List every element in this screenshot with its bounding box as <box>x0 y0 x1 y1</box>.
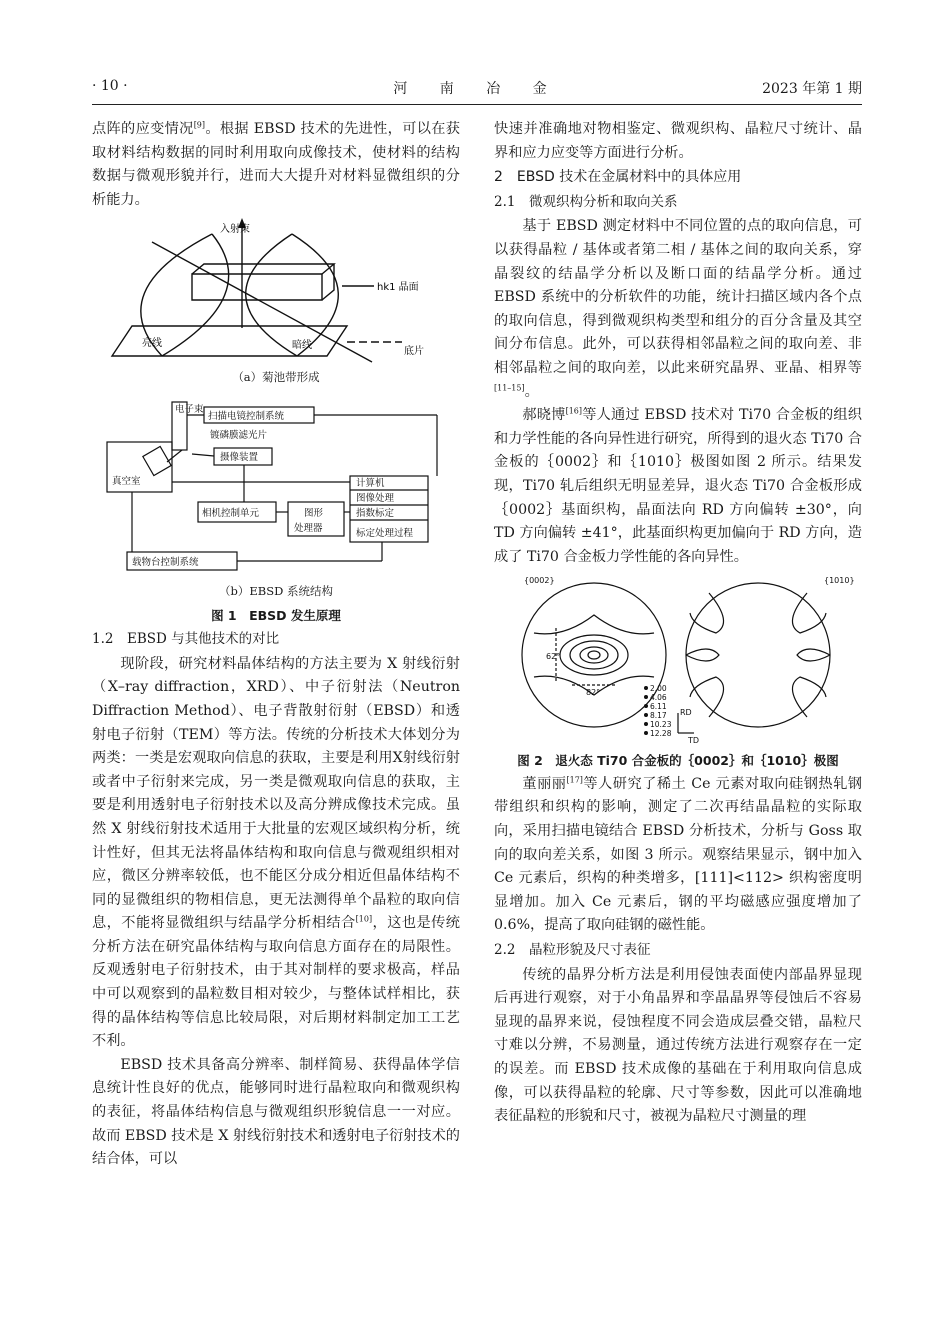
figure-1a-caption: （a）菊池带形成 <box>232 370 320 385</box>
text: 董丽丽 <box>522 775 567 792</box>
issue-label: 2023 年第 1 期 <box>762 81 862 97</box>
contour <box>690 677 724 717</box>
plane-label: hk1 晶面 <box>377 282 419 294</box>
paragraph <box>92 118 460 212</box>
text: 基于 EBSD 测定材料中不同位置的点的取向信息，可以获得晶粒 / 基体或者第二相 / 基体之间的取向关系，穿晶裂纹的结晶学分析以及断口面的结晶学分析。通过 EBSD 系统中的分析软件的功能，统计扫描区域内各个点的取向信息，得到微观织构类型和组分的百分含量及其空间分布信息。此外，可以获得相邻晶粒之间的取向差、非相邻晶粒之间的取向差，以此来研究晶界、亚晶、相界等 <box>494 218 862 376</box>
figure-1b-system-diagram <box>92 392 460 580</box>
section-2-1-heading: 2.1 微观织构分析和取向关系 <box>494 193 678 210</box>
label: 相机控制单元 <box>202 507 260 519</box>
left-column <box>92 118 460 1172</box>
label: 指数标定 <box>356 507 395 519</box>
text: 郝晓博 <box>522 407 566 424</box>
legend-dot <box>644 704 648 708</box>
right-cone-arc <box>246 234 297 356</box>
paragraph <box>494 773 862 938</box>
citation[interactable]: [10] <box>355 914 373 924</box>
legend-value: 4.06 <box>650 693 667 703</box>
citation[interactable]: [17] <box>566 775 583 785</box>
text: 点阵的应变情况 <box>92 121 194 137</box>
legend <box>644 684 672 738</box>
paragraph <box>92 653 460 1054</box>
detector-shape <box>143 446 171 475</box>
paragraph <box>494 404 862 569</box>
contour <box>686 649 719 661</box>
section-1-2-heading: 1.2 EBSD 与其他技术的对比 <box>92 631 280 648</box>
label-1010: {1010} <box>824 576 855 586</box>
contour <box>690 593 724 633</box>
label: 载物台控制系统 <box>132 556 199 568</box>
film-label: 底片 <box>404 346 424 358</box>
figure-1-caption: 图 1 EBSD 发生原理 <box>211 607 341 623</box>
right-cone-arc <box>292 234 338 356</box>
label: 镀磷膜滤光片 <box>210 429 268 441</box>
legend-dot <box>644 686 648 690</box>
crystal-plane-front <box>192 274 322 300</box>
contour <box>797 649 830 661</box>
header-rule <box>92 104 862 105</box>
journal-title: 河 南 冶 金 <box>393 81 561 97</box>
running-header <box>92 78 862 100</box>
legend-dot <box>644 731 648 735</box>
paragraph: 快速并准确地对物相鉴定、微观织构、晶粒尺寸统计、晶界和应力应变等方面进行分析。 <box>494 121 862 161</box>
diffracted-ray <box>152 242 372 362</box>
contour <box>792 677 826 717</box>
citation[interactable]: [11–15] <box>494 382 525 392</box>
section-2-heading: 2 EBSD 技术在金属材料中的具体应用 <box>494 169 742 186</box>
text: ，这也是传统分析方法在研究晶体结构与取向信息方面存在的局限性。反观透射电子衍射技术，由于其对制样的要求极高，样品中可以观察到的晶粒数目相对较少，与整体试样相比，获得的晶体结构等信息比较局限，对后期材料制定加工工艺不利。 <box>92 915 460 1050</box>
legend-value: 6.11 <box>650 702 667 712</box>
legend-value: 2.00 <box>650 684 667 694</box>
label: 电子束 <box>175 403 204 415</box>
pole-figure-circle-1010 <box>686 583 830 727</box>
legend-value: 10.23 <box>650 720 672 730</box>
citation[interactable]: [9] <box>193 120 206 130</box>
section-2-2-heading: 2.2 晶粒形貌及尺寸表征 <box>494 942 651 959</box>
incident-beam-label: 入射束 <box>220 224 250 236</box>
label: 扫描电镜控制系统 <box>208 410 285 422</box>
figure-2-pole-figures <box>494 573 862 749</box>
label: 摄像装置 <box>220 451 259 463</box>
figure-2-caption: 图 2 退火态 Ti70 合金板的｛0002｝和｛1010｝极图 <box>517 753 839 769</box>
connector <box>192 454 214 456</box>
page-number: · 10 · <box>92 78 128 94</box>
legend-value: 8.17 <box>650 711 667 721</box>
citation[interactable]: [16] <box>565 406 583 416</box>
legend-value: 12.28 <box>650 729 672 739</box>
text: 现阶段，研究材料晶体结构的方法主要为 X 射线衍射（X–ray diffraction，XRD）、中子衍射法（Neutron Diffraction Method）、电子背散射衍射（EBSD）和透射电子衍射（TEM）等方法。传统的分析技术大体划分为两类：一类是宏观取向信息的获取，主要是利用X射线衍射或者中子衍射来完成，另一类是微观取向信息的获取，主要是利用透射电子衍射技术以及高分辨成像技术完成。虽然 X 射线衍射技术适用于大批量的宏观区域织构分析，统计性好，但其无法将晶体结构和取向信息与微观组织相对应，微区分辨率较低，也不能区分成分相近但晶体结构不同的显微组织的物相信息，更无法测得单个晶粒的取向信息，不能将显微组织与结晶学分析相结合 <box>92 655 460 932</box>
label: 图形 <box>304 507 324 519</box>
label-0002: {0002} <box>524 576 555 586</box>
contour <box>570 641 618 669</box>
legend-dot <box>644 695 648 699</box>
crystal-plane-top <box>192 264 334 274</box>
text: 。根据 EBSD 技术的先进性，可以在获取材料结构数据的同时利用取向成像技术，使材料的结构数据与微观形貌并行，进而大大提升对材料显微组织的分析能力。 <box>92 121 460 208</box>
text: 等人通过 EBSD 技术对 Ti70 合金板的组织和力学性能的各向异性进行研究，所得到的退火态 Ti70 合金板的｛0002｝和｛1010｝极图如图 2 所示。结果发现，Ti70 轧后组织无明显差异，退火态 Ti70 合金板形成｛0002｝基面织构，晶面法向 RD 方向偏转 ±30°，向 TD 方向偏转 ±41°，此基面织构更加偏向于 RD 方向，造成了 Ti70 合金板力学性能的各向异性。 <box>494 407 862 565</box>
contour <box>588 651 600 659</box>
figure-1b-caption: （b）EBSD 系统结构 <box>219 583 333 598</box>
label: 标定处理过程 <box>356 527 414 539</box>
td-label: TD <box>688 736 700 746</box>
figure-1a-kikuchi-diagram <box>92 216 460 366</box>
angle-62: 62° <box>546 652 561 662</box>
bright-line-label: 亮线 <box>142 338 162 350</box>
connector <box>167 450 182 462</box>
paragraph: 传统的晶界分析方法是利用侵蚀表面使内部晶界显现后再进行观察，对于小角晶界和孪晶晶界等侵蚀后不容易显现的晶界来说，侵蚀程度不同会造成层叠交错，晶粒尺寸难以分辨，不易测量，通过传统方法进行观察存在一定的误差。而 EBSD 技术成像的基础在于利用取向信息成像，可以获得晶粒的轮廓、尺寸等参数，因此可以准确地表征晶粒的形貌和尺寸，被视为晶粒尺寸测量的理 <box>494 966 862 1125</box>
contour <box>534 615 654 634</box>
paragraph: EBSD 技术具备高分辨率、制样简易、获得晶体学信息统计性良好的优点，能够同时进行晶粒取向和微观织构的表征，将晶体结构信息与微观组织形貌信息一一对应。故而 EBSD 技术是 X 射线衍射技术和透射电子衍射技术的结合体，可以 <box>92 1056 460 1168</box>
label: 计算机 <box>356 477 385 489</box>
text: 。 <box>524 383 539 400</box>
legend-dot <box>644 713 648 717</box>
paragraph <box>494 215 862 404</box>
contour <box>792 593 826 633</box>
rd-label: RD <box>680 708 692 718</box>
label: 处理器 <box>294 522 323 534</box>
angle-82: 82° <box>586 688 601 698</box>
legend-dot <box>644 722 648 726</box>
right-column <box>494 118 862 1129</box>
dark-line-label: 暗线 <box>292 340 312 352</box>
contour <box>580 647 608 663</box>
label: 真空室 <box>112 475 141 487</box>
label: 图像处理 <box>356 492 395 504</box>
text: 等人研究了稀土 Ce 元素对取向硅钢热轧钢带组织和织构的影响，测定了二次再结晶晶粒的实际取向，采用扫描电镜结合 EBSD 分析技术，分析与 Goss 取向的取向差关系，如图 3 所示。观察结果显示，钢中加入 Ce 元素后，织构的种类增多，[111]<112> 织构密度明显增加。加入 Ce 元素后，钢的平均磁感应强度增加了 0.6%，提高了取向硅钢的磁性能。 <box>494 775 862 934</box>
